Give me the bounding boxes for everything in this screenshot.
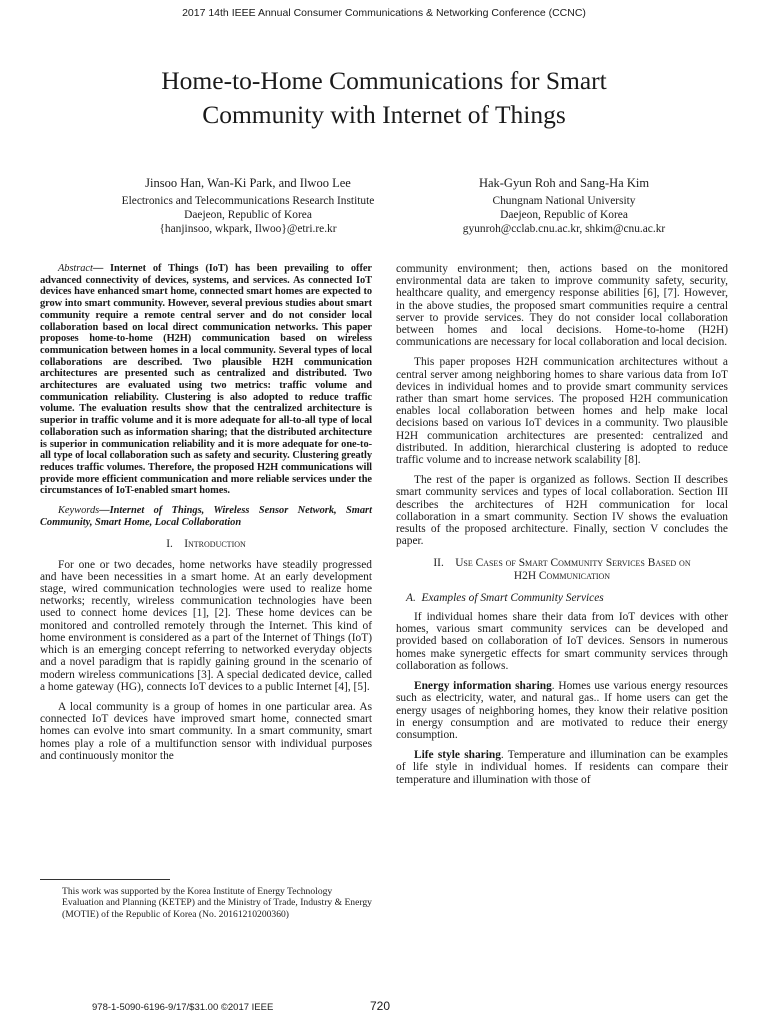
author-affiliation: Chungnam National University <box>492 195 636 207</box>
left-column <box>40 263 372 770</box>
paragraph: community environment; then, actions based on the monitored environmental data are taken to improve community safety, security, healthcare quality, and emergency response abilities [6], [7]. However, in the above studies, the proposed smart communities require a central server to provide services. They do not consider local collaboration between homes and local decisions. Home-to-home (H2H) communications are necessary for local collaboration and local decision. <box>396 263 728 349</box>
life-style-text: . Temperature and illumination can be examples of life style in individual homes. If residents can compare their temperature and illumination with those of <box>396 749 728 786</box>
author-email: {hanjinsoo, wkpark, Ilwoo}@etri.re.kr <box>159 223 337 235</box>
energy-label: Energy information sharing <box>414 680 552 693</box>
keywords <box>40 505 372 528</box>
author-block-right <box>384 176 744 236</box>
abstract-label: Abstract <box>58 263 93 274</box>
author-location: Daejeon, Republic of Korea <box>184 209 312 221</box>
paragraph-energy <box>396 680 728 741</box>
title-line-2: Community with Internet of Things <box>202 100 566 129</box>
author-block-left <box>68 176 428 236</box>
section-heading-introduction: I. Introduction <box>166 538 246 551</box>
author-affiliation: Electronics and Telecommunications Research Institute <box>121 195 375 207</box>
author-email: gyunroh@cclab.cnu.ac.kr, shkim@cnu.ac.kr <box>462 223 666 235</box>
section-heading-line-1: II. Use Cases of Smart Community Services Based on <box>433 557 691 570</box>
paragraph: For one or two decades, home networks have steadily progressed and have been necessities in a smart home. At an early development stage, wired communication technologies were used to realize home networks; recently, wireless communication technologies have been used to connect home devices [1], [2]. These home devices can be monitored and controlled remotely through the Internet. This kind of home environment is considered as a part of the Internet of Things (IoT) which is an emerging concept referring to networked everyday objects and a novel paradigm that is rapidly gaining ground in the scenario of modern wireless communications [3]. A special dedicated device, called a home gateway (HG), connects IoT devices to a public Internet [4], [5]. <box>40 558 372 693</box>
footnote-text: This work was supported by the Korea Institute of Energy Technology Evaluation and Planning (KETEP) and the Ministry of Trade, Industry & Energy (MOTIE) of the Republic of Korea (No. 20161210200360) <box>62 886 372 920</box>
paper-title <box>60 64 708 132</box>
author-location: Daejeon, Republic of Korea <box>500 209 628 221</box>
title-line-1: Home-to-Home Communications for Smart <box>161 66 607 95</box>
author-names: Jinsoo Han, Wan-Ki Park, and Ilwoo Lee <box>145 176 351 190</box>
keywords-label: Keywords <box>58 505 100 517</box>
page-number: 720 <box>370 999 391 1013</box>
author-names: Hak-Gyun Roh and Sang-Ha Kim <box>478 176 650 190</box>
abstract <box>40 263 372 497</box>
footnote-rule <box>40 879 170 880</box>
paragraph: If individual homes share their data from IoT devices with other homes, various smart community services can be developed and provided based on collaboration of IoT devices. Sensors in numerous homes make synergetic effects for smart community services through collaboration as follows. <box>396 611 728 672</box>
footer-isbn: 978-1-5090-6196-9/17/$31.00 ©2017 IEEE <box>92 1002 274 1013</box>
paragraph: The rest of the paper is organized as follows. Section II describes smart community services and types of local collaboration. Section III describes the architectures of H2H communication for local collaboration in a smart community. Section IV shows the evaluation results of the proposed architecture. Finally, section V concludes the paper. <box>396 474 728 548</box>
section-heading-line-2: H2H Communication <box>513 569 611 582</box>
footnote <box>40 879 372 920</box>
keywords-text: —Internet of Things, Wireless Sensor Network, Smart Community, Smart Home, Local Collaboration <box>40 505 372 528</box>
conference-header: 2017 14th IEEE Annual Consumer Communications & Networking Conference (CCNC) <box>182 7 586 19</box>
paragraph-life-style <box>396 749 728 786</box>
energy-text: . Homes use various energy resources such as electricity, water, and natural gas.. If home users can get the energy usages of neighboring homes, they know their relative position in energy consumption and are motivated to reduce their energy consumption. <box>396 680 728 741</box>
life-style-label: Life style sharing <box>414 749 501 762</box>
section-heading-use-cases <box>396 557 728 581</box>
right-column <box>396 263 728 794</box>
paragraph: A local community is a group of homes in one particular area. As connected IoT devices have improved smart home, connected smart homes can evolve into smart community. In a smart community, smart homes play a role of a multifunction sensor with individual purposes and continuously monitor the <box>40 700 372 762</box>
abstract-text: — Internet of Things (IoT) has been prevailing to offer advanced connectivity of devices, systems, and services. As connected IoT devices have enhanced smart home, connected smart homes are expected to grow into smart community. However, several previous studies about smart community require a remote central server and do not consider local collaboration based on local direct communication networks. This paper proposes home-to-home (H2H) communication based on wireless communication between homes in a local community. Several types of local collaborations are described. Two plausible H2H communication architectures are presented such as centralized and distributed. Two architectures are evaluated using two metrics: traffic volume and communication reliability. Clustering is also adopted to reduce traffic volume. The evaluation results show that the centralized architecture is superior in traffic volume and it is more adequate for all-to-all type of local collaboration such as information sharing; that the distributed architecture is superior in communication reliability and it is more adequate for one-to-all type of local collaboration such as safety and security. Clustering greatly reduces traffic volumes. Therefore, the proposed H2H communications will provide more efficient communication and more reliable services under the circumstances of IoT-enabled smart homes. <box>40 263 372 497</box>
subsection-heading: A. Examples of Smart Community Services <box>406 591 604 604</box>
paragraph: This paper proposes H2H communication architectures without a central server among neighboring homes to share various data from IoT devices in individual homes and to provide smart community services rather than smart home services. The proposed H2H communication enables local collaboration between homes and help make local decisions based on various IoT devices in a community. Two plausible H2H communication architectures are presented: centralized and distributed. In addition, hierarchical clustering is adopted to reduce traffic volume and to increase network scalability [8]. <box>396 356 728 467</box>
